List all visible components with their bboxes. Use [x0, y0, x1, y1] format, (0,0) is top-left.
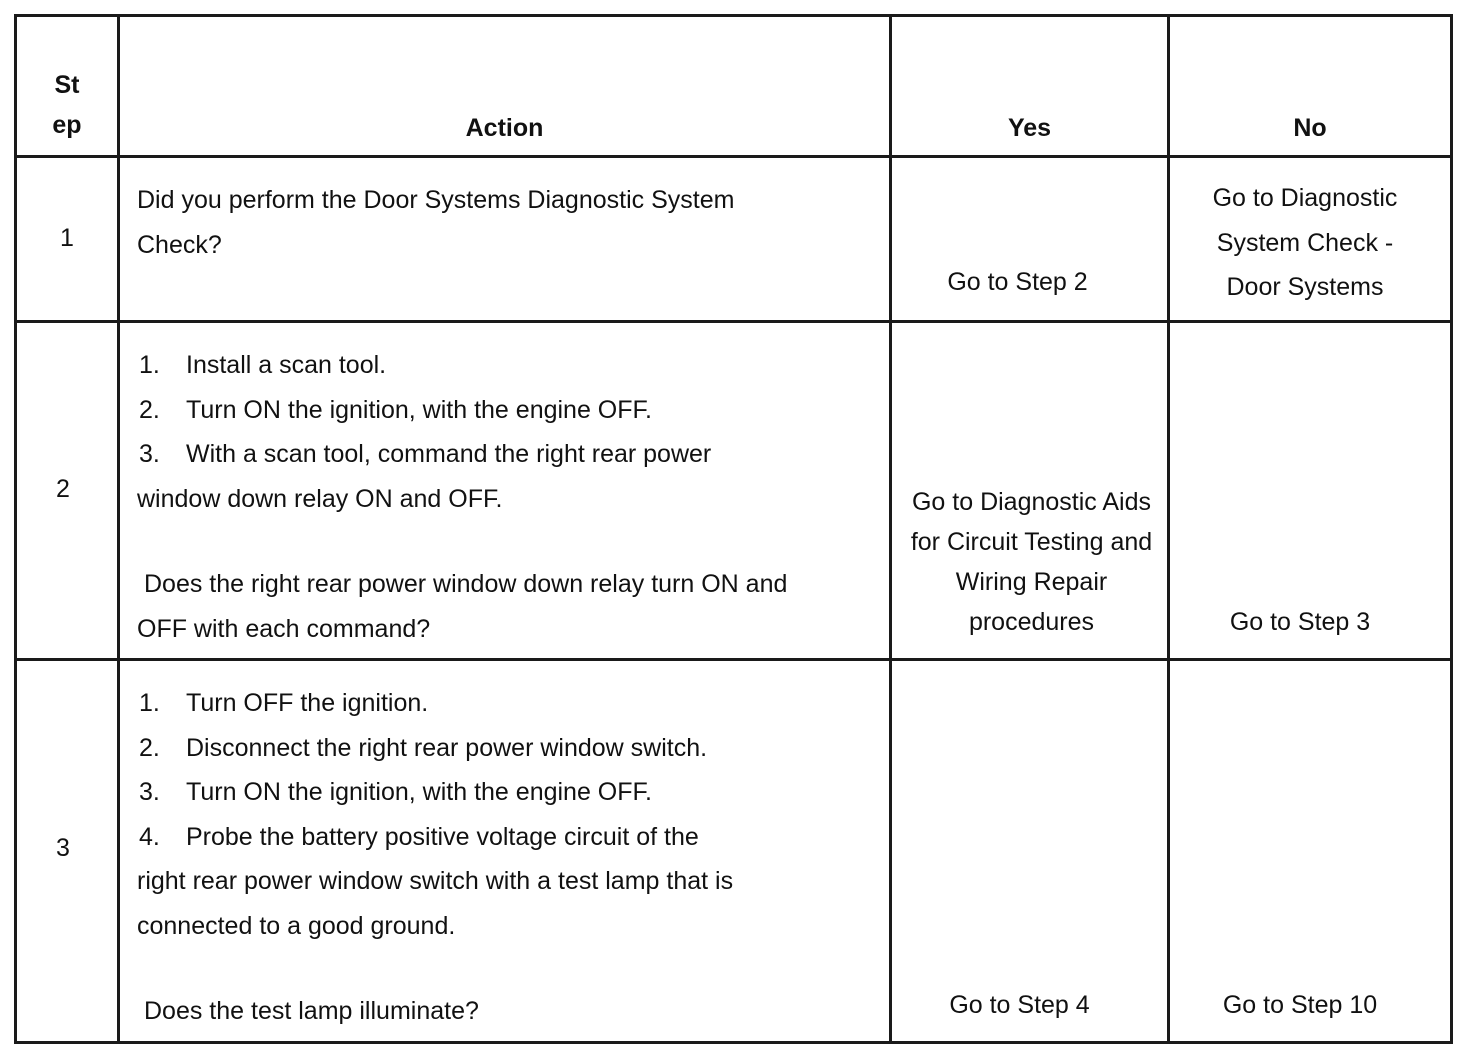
- action-step-wrap: window down relay ON and OFF.: [137, 484, 503, 513]
- no-cell: Go to Step 3: [1169, 322, 1452, 660]
- table-row: [16, 660, 1452, 1043]
- table-row: [16, 157, 1452, 322]
- header-row: [16, 16, 1452, 157]
- step-cell: 3: [16, 660, 119, 1043]
- action-cell: [119, 660, 891, 1043]
- action-question: Did you perform the Door Systems Diagnostic System Check?: [137, 186, 735, 259]
- step-header-line2: ep: [52, 111, 82, 139]
- action-cell: [119, 157, 891, 322]
- action-step-item: 4. Probe the battery positive voltage circuit of the: [139, 822, 699, 851]
- yes-cell: Go to Diagnostic Aids for Circuit Testing and Wiring Repair procedures: [891, 322, 1169, 660]
- no-cell: Go to Step 10: [1169, 660, 1452, 1043]
- table-row: [16, 322, 1452, 660]
- action-step-item: 2. Disconnect the right rear power window switch.: [139, 733, 708, 762]
- no-column-header: No: [1169, 16, 1452, 157]
- action-cell: [119, 322, 891, 660]
- diagnostic-table: [14, 14, 1453, 1044]
- step-column-header: [16, 16, 119, 157]
- step-cell: 2: [16, 322, 119, 660]
- action-step-item: 3. With a scan tool, command the right rear power: [139, 440, 712, 468]
- action-question: Does the test lamp illuminate?: [144, 997, 479, 1025]
- yes-column-header: Yes: [891, 16, 1169, 157]
- action-column-header: Action: [119, 16, 891, 157]
- action-step-wrap: right rear power window switch with a test lamp that is: [137, 867, 734, 895]
- action-step-item: 2. Turn ON the ignition, with the engine OFF.: [139, 395, 652, 424]
- step-header-line1: St: [54, 71, 80, 99]
- step-cell: 1: [16, 157, 119, 322]
- action-step-item: 1. Turn OFF the ignition.: [139, 689, 429, 717]
- action-step-item: 1. Install a scan tool.: [139, 351, 387, 379]
- yes-cell: Go to Step 4: [891, 660, 1169, 1043]
- action-step-wrap: connected to a good ground.: [137, 911, 456, 940]
- action-question: Does the right rear power window down relay turn ON and OFF with each command?: [137, 570, 788, 643]
- action-step-item: 3. Turn ON the ignition, with the engine OFF.: [139, 778, 652, 806]
- yes-cell: Go to Step 2: [891, 157, 1169, 322]
- no-cell: Go to Diagnostic System Check - Door Systems: [1169, 157, 1452, 322]
